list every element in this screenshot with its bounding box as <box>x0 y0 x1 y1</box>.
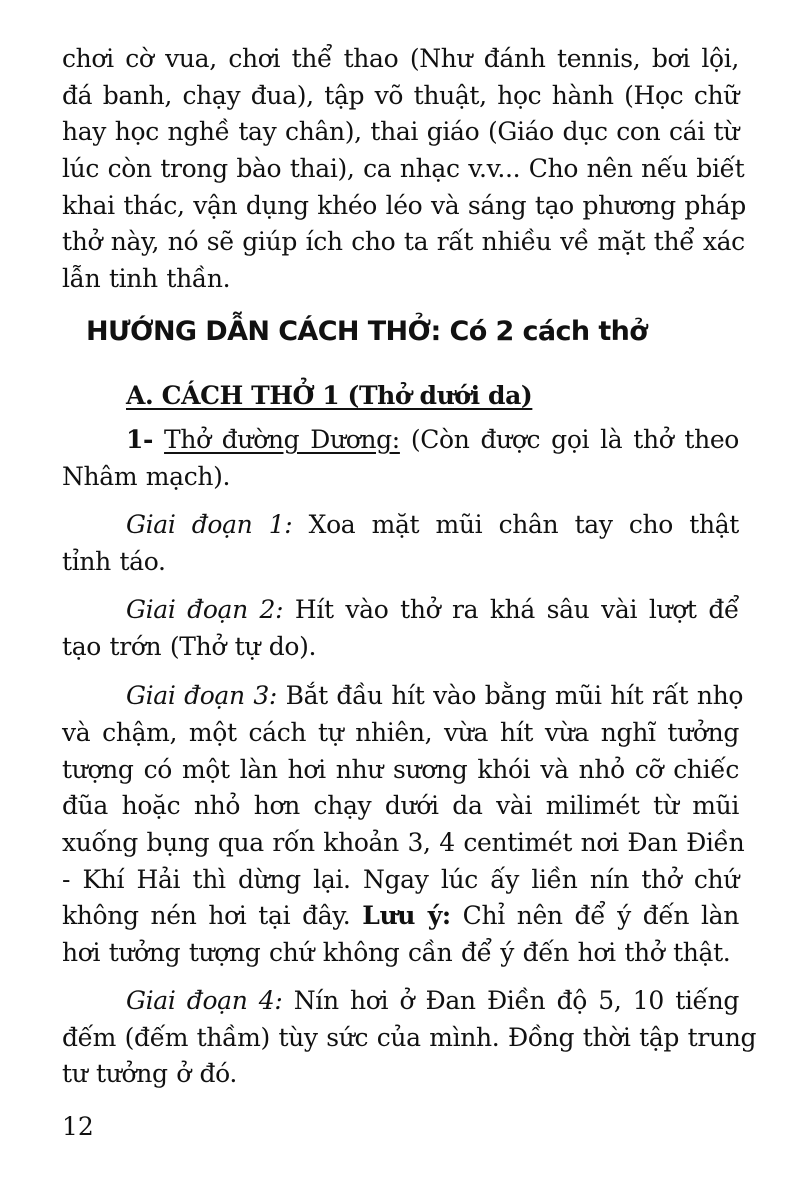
page-number: 12 <box>62 1112 94 1141</box>
body-line: lẫn tinh thần. <box>62 264 231 293</box>
item-line <box>62 421 739 458</box>
body-line: lúc còn trong bào thai), ca nhạc v.v... Cho nên nếu biết <box>62 154 745 183</box>
body-line: tạo trớn (Thở tự do). <box>62 632 317 661</box>
item-text: (Còn được gọi là thở theo <box>410 425 739 454</box>
body-line: Nhâm mạch). <box>62 462 231 491</box>
body-line: tượng có một làn hơi như sương khói và nhỏ cỡ chiếc <box>62 755 739 784</box>
stage-line <box>62 677 744 714</box>
stage-label: Giai đoạn 3: <box>126 681 277 710</box>
body-line: hay học nghề tay chân), thai giáo (Giáo dục con cái từ <box>62 117 739 146</box>
body-line: đũa hoặc nhỏ hơn chạy dưới da vài milimét từ mũi <box>62 791 739 820</box>
body-line: hơi tưởng tượng chứ không cần để ý đến hơi thở thật. <box>62 938 731 967</box>
body-line: xuống bụng qua rốn khoản 3, 4 centimét nơi Đan Điền <box>62 828 745 857</box>
stage-text: Nín hơi ở Đan Điền độ 5, 10 tiếng <box>293 986 739 1015</box>
note-line <box>62 897 739 934</box>
body-line: - Khí Hải thì dừng lại. Ngay lúc ấy liền nín thở chứ <box>62 865 739 894</box>
stage-label: Giai đoạn 1: <box>126 510 293 539</box>
body-line: chơi cờ vua, chơi thể thao (Như đánh tennis, bơi lội, <box>62 44 739 73</box>
stage-line <box>62 506 739 543</box>
body-line: tỉnh táo. <box>62 547 166 576</box>
body-line: khai thác, vận dụng khéo léo và sáng tạo phương pháp <box>62 191 746 220</box>
note-text-after: Chỉ nên để ý đến làn <box>462 901 739 930</box>
stage-label: Giai đoạn 2: <box>126 595 284 624</box>
stage-text: Hít vào thở ra khá sâu vài lượt để <box>294 595 739 624</box>
item-number: 1- <box>126 425 154 454</box>
body-line: đá banh, chạy đua), tập võ thuật, học hành (Học chữ <box>62 81 739 110</box>
body-line: và chậm, một cách tự nhiên, vừa hít vừa nghĩ tưởng <box>62 718 739 747</box>
item-title: Thở đường Dương: <box>164 425 400 454</box>
stage-text: Bắt đầu hít vào bằng mũi hít rất nhọ <box>285 681 744 710</box>
stage-label: Giai đoạn 4: <box>126 986 283 1015</box>
body-line: thở này, nó sẽ giúp ích cho ta rất nhiều về mặt thể xác <box>62 227 745 256</box>
body-line: đếm (đếm thầm) tùy sức của mình. Đồng thời tập trung <box>62 1023 757 1052</box>
note-text-before: không nén hơi tại đây. <box>62 901 351 930</box>
body-line: tư tưởng ở đó. <box>62 1059 238 1088</box>
section-heading: HƯỚNG DẪN CÁCH THỞ: Có 2 cách thở <box>86 316 648 347</box>
stage-line <box>62 591 739 628</box>
note-label: Lưu ý: <box>362 901 451 930</box>
stage-line <box>62 982 739 1019</box>
stage-text: Xoa mặt mũi chân tay cho thật <box>308 510 739 539</box>
subsection-heading: A. CÁCH THỞ 1 (Thở dưới da) <box>126 381 533 410</box>
